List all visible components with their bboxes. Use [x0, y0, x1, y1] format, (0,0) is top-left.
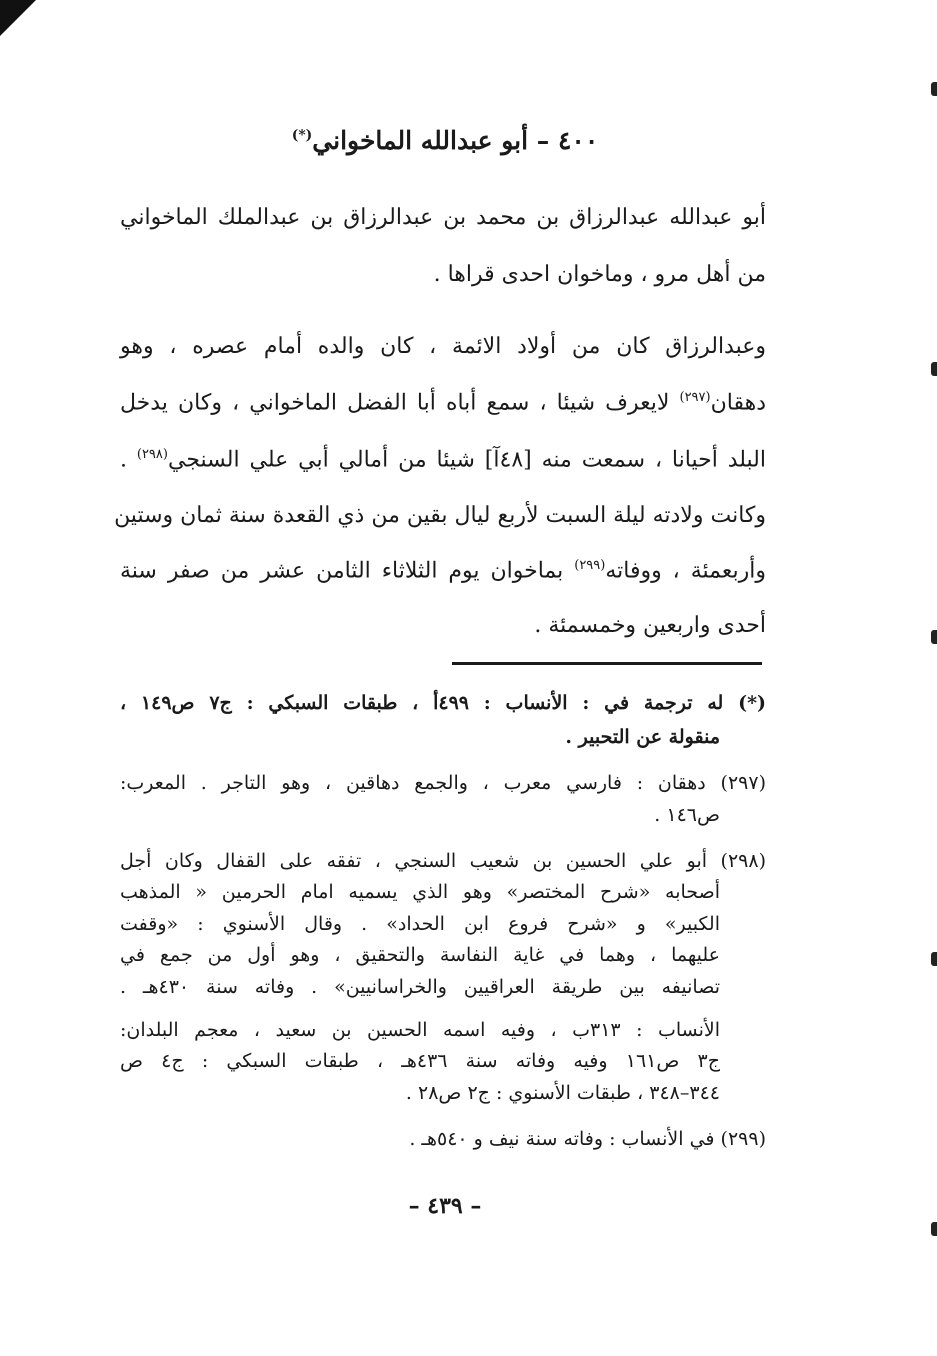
- footnote-line: (٢٩٨) أبو علي الحسين بن شعيب السنجي ، تفقه على القفال وكان أجل: [120, 850, 766, 872]
- footnote-line: الأنساب : ٣١٣ب ، وفيه اسمه الحسين بن سعيد ، معجم البلدان:: [120, 1019, 720, 1041]
- footnote-line: (*) له ترجمة في : الأنساب : ٤٩٩أ ، طبقات السبكي : ج٧ ص١٤٩ ،: [120, 692, 767, 714]
- margin-dot: [931, 630, 937, 644]
- paragraph1-line: أبو عبدالله عبدالرزاق بن محمد بن عبدالرزاق بن عبدالملك الماخواني: [120, 205, 766, 230]
- margin-dot: [931, 1222, 937, 1236]
- footnote-line: منقولة عن التحبير .: [565, 726, 720, 748]
- footnote-line: (٢٩٩) في الأنساب : وفاته سنة نيف و ٥٤٠هـ .: [409, 1128, 766, 1150]
- footnote-line: ٣٤٤–٣٤٨ ، طبقات الأسنوي : ج٢ ص٢٨ .: [405, 1082, 720, 1104]
- entry-title: [120, 126, 770, 155]
- line-text: .: [120, 447, 137, 473]
- footnote-line: الكبير» و «شرح فروع ابن الحداد» . وقال الأسنوي : «وقفت: [120, 913, 720, 935]
- paragraph1-line: من أهل مرو ، وماخوان احدى قراها .: [433, 262, 766, 287]
- footnote-line: تصانيفه بين طريقة العراقيين والخراسانيين» . وفاته سنة ٤٣٠هـ .: [120, 976, 720, 998]
- footnote-line: ص١٤٦ .: [654, 804, 720, 826]
- margin-dot: [931, 952, 937, 966]
- paragraph2-line: [120, 558, 766, 583]
- paragraph2-line: [120, 447, 766, 472]
- paragraph2-line: أحدى واربعين وخمسمئة .: [534, 613, 766, 638]
- line-text: بماخوان يوم الثلاثاء الثامن عشر من صفر سنة: [120, 558, 575, 584]
- footnote-line: أصحابه «شرح المختصر» وهو الذي يسميه امام الحرمين « المذهب: [120, 881, 720, 903]
- footnote-line: عليهما ، وهما في غاية النفاسة والتحقيق ، وهو أول من جمع في: [120, 944, 720, 966]
- paragraph2-line: وكانت ولادته ليلة السبت لأربع ليال بقين من ذي القعدة سنة ثمان وستين: [114, 503, 766, 528]
- footnote-ref: (٢٩٧): [679, 390, 711, 405]
- corner-mark: [0, 0, 36, 36]
- line-text: لايعرف شيئا ، سمع أباه أبا الفضل الماخواني ، وكان يدخل: [120, 390, 680, 416]
- paragraph2-line: [120, 390, 766, 415]
- footnote-ref: (٢٩٩): [574, 558, 606, 573]
- margin-dot: [931, 82, 937, 96]
- footnote-line: ج٣ ص١٦١ وفيه وفاته سنة ٤٣٦هـ ، طبقات السبكي : ج٤ ص: [120, 1050, 721, 1072]
- footnote-separator: [452, 662, 762, 665]
- footnote-ref: (٢٩٨): [136, 447, 168, 462]
- footnote-line: (٢٩٧) دهقان : فارسي معرب ، والجمع دهاقين ، وهو التاجر . المعرب:: [120, 772, 766, 794]
- line-text: وأربعمئة ، ووفاته: [605, 558, 766, 584]
- page-number: – ٤٣٩ –: [408, 1193, 482, 1219]
- line-text: دهقان: [710, 390, 766, 416]
- document-page: [114, 0, 770, 1356]
- paragraph2-line: وعبدالرزاق كان من أولاد الائمة ، كان والده أمام عصره ، وهو: [120, 334, 766, 359]
- line-text: البلد أحيانا ، سمعت منه [٤٨آ] شيئا من أمالي أبي علي السنجي: [167, 447, 766, 473]
- entry-title-text: ٤٠٠ – أبو عبدالله الماخواني: [312, 126, 599, 155]
- title-footnote-marker: (*): [291, 127, 313, 144]
- margin-dot: [931, 362, 937, 376]
